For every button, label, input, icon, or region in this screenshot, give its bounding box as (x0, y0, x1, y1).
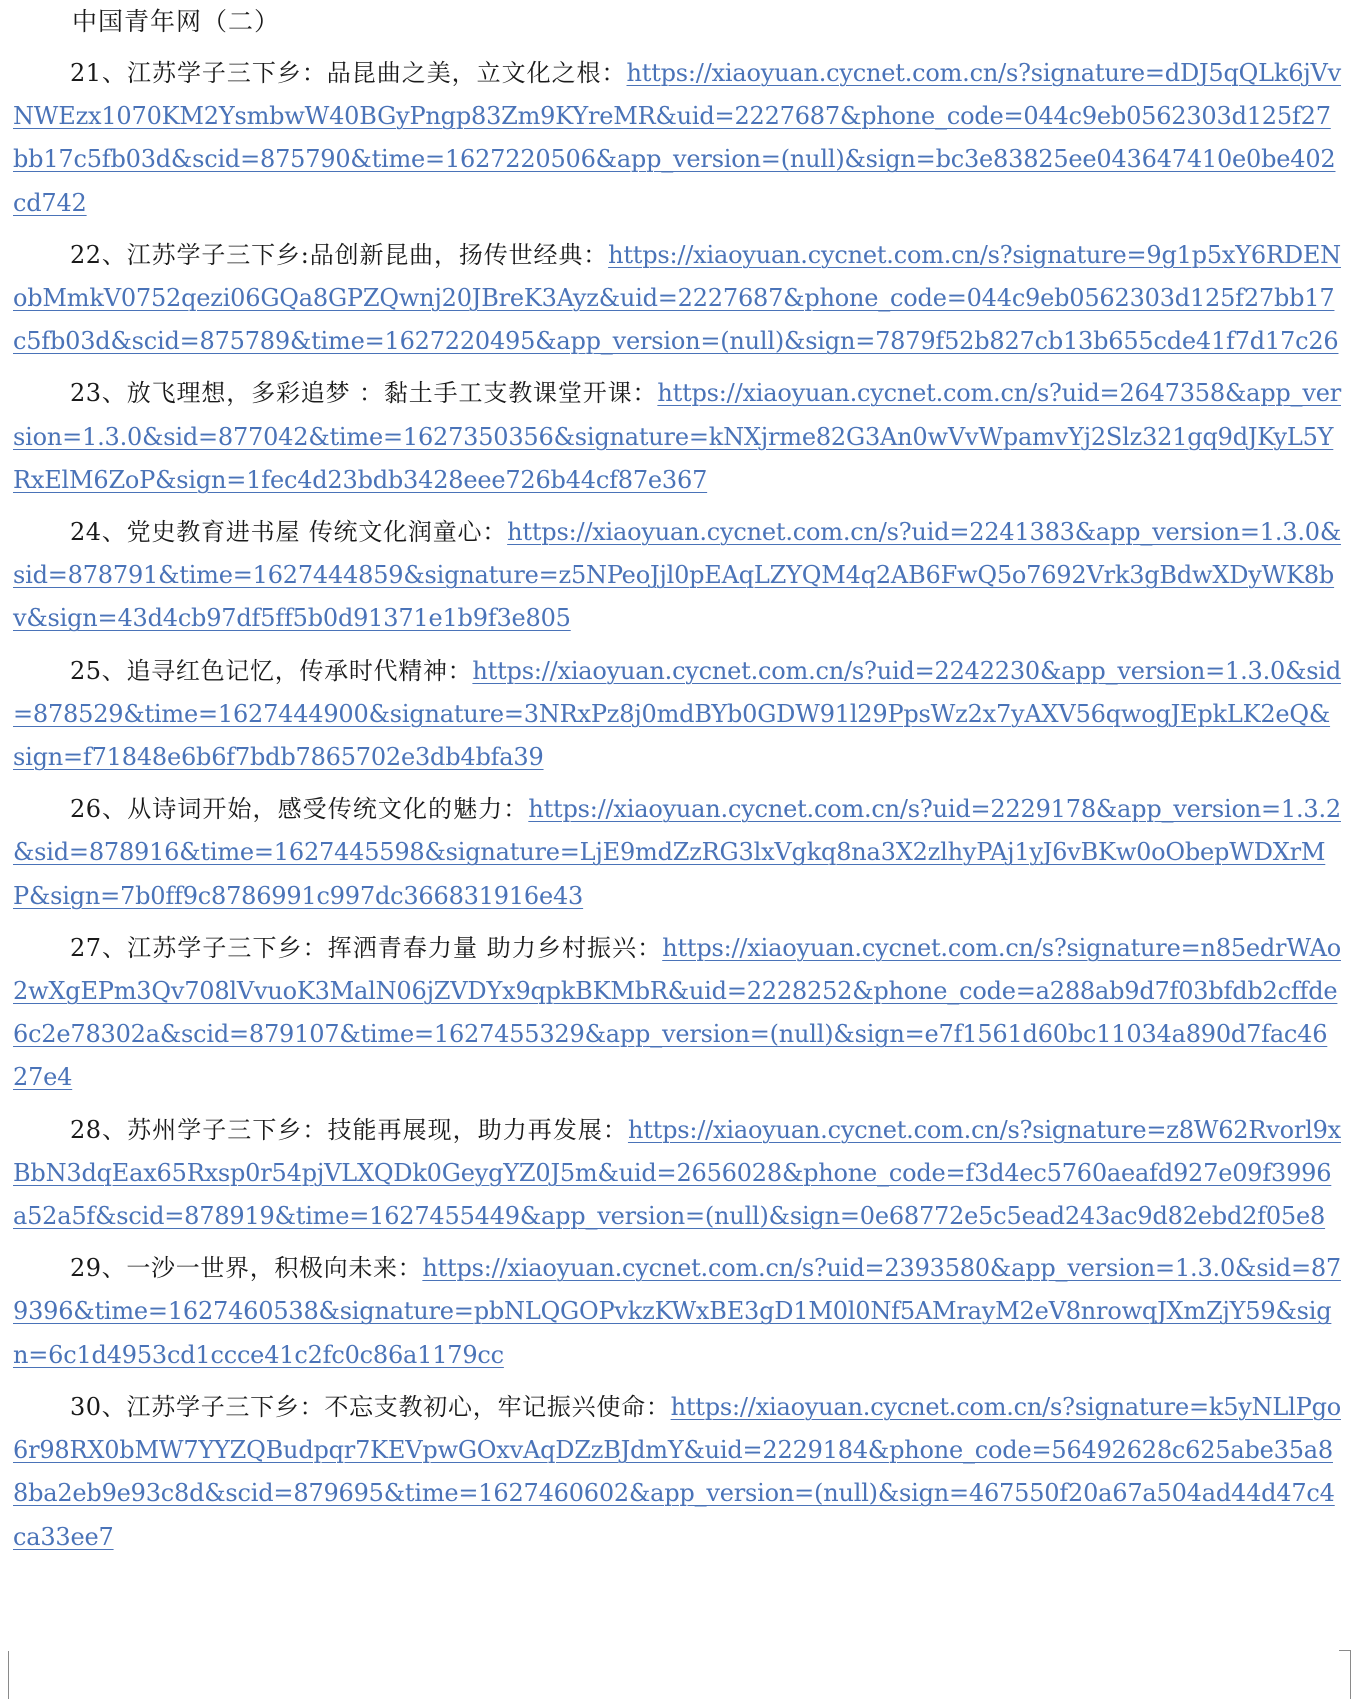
entry-link[interactable]: https://xiaoyuan.cycnet.com.cn/s?uid=2393580&app_version=1.3.0&sid=879396&time=1627460538&signature=pbNLQGOPvkzKWxBE3gD1M0l0Nf5AMrayM2eV8nrowqJXmZjY59&sign=6c1d4953cd1ccce41c2fc0c86a1179cc (13, 1254, 1341, 1369)
entry-list (13, 52, 1341, 1568)
entry-title: 江苏学子三下乡：不忘支教初心，牢记振兴使命： (126, 1392, 671, 1421)
page-corner-mark-right-top (1339, 1650, 1351, 1651)
list-item (13, 1386, 1341, 1559)
entry-title: 苏州学子三下乡：技能再展现，助力再发展： (127, 1115, 628, 1144)
entry-title: 从诗词开始，感受传统文化的魅力： (127, 795, 529, 824)
entry-link[interactable]: https://xiaoyuan.cycnet.com.cn/s?signature=k5yNLlPgo6r98RX0bMW7YYZQBudpqr7KEVpwGOxvAqDZzBJdmY&uid=2229184&phone_code=56492628c625abe35a88ba2eb9e93c8d&scid=879695&time=1627460602&app_version=(null)&sign=467550f20a67a504ad44d47c4ca33ee7 (13, 1392, 1341, 1551)
entry-number: 24、 (70, 518, 127, 547)
entry-link[interactable]: https://xiaoyuan.cycnet.com.cn/s?uid=2241383&app_version=1.3.0&sid=878791&time=1627444859&signature=z5NPeoJjl0pEAqLZYQM4q2AB6FwQ5o7692Vrk3gBdwXDyWK8bv&sign=43d4cb97df5ff5b0d91371e1b9f3e805 (13, 518, 1341, 633)
list-item (13, 927, 1341, 1100)
entry-title: 放飞理想，多彩追梦 ：黏土手工支教课堂开课： (126, 379, 658, 408)
entry-number: 28、 (70, 1115, 128, 1144)
entry-title: 江苏学子三下乡：品昆曲之美，立文化之根： (127, 59, 627, 87)
list-item (13, 650, 1341, 780)
list-item (13, 511, 1341, 641)
entry-number: 25、 (70, 656, 127, 685)
entry-link[interactable]: https://xiaoyuan.cycnet.com.cn/s?signature=n85edrWAo2wXgEPm3Qv708lVvuoK3MalN06jZVDYx9qpkBKMbR&uid=2228252&phone_code=a288ab9d7f03bfdb2cffde6c2e78302a&scid=879107&time=1627455329&app_version=(null)&sign=e7f1561d60bc11034a890d7fac4627e4 (13, 933, 1341, 1092)
entry-link[interactable]: https://xiaoyuan.cycnet.com.cn/s?uid=2229178&app_version=1.3.2&sid=878916&time=1627445598&signature=LjE9mdZzRG3lxVgkq8na3X2zlhyPAj1yJ6vBKw0oObepWDXrMP&sign=7b0ff9c8786991c997dc366831916e43 (13, 795, 1341, 910)
entry-title: 党史教育进书屋 传统文化润童心： (126, 518, 508, 547)
page-corner-mark-left (8, 1651, 19, 1699)
entry-title: 江苏学子三下乡:品创新昆曲，扬传世经典： (126, 240, 609, 269)
entry-number: 27、 (70, 933, 128, 962)
entry-title: 追寻红色记忆，传承时代精神： (126, 656, 473, 685)
list-item (13, 1109, 1341, 1239)
entry-number: 30、 (70, 1392, 127, 1421)
entry-number: 29、 (70, 1254, 127, 1283)
entry-number: 21、 (70, 59, 127, 87)
entry-link[interactable]: https://xiaoyuan.cycnet.com.cn/s?uid=2647358&app_version=1.3.0&sid=877042&time=1627350356&signature=kNXjrme82G3An0wVvWpamvYj2Slz321gq9dJKyL5YRxElM6ZoP&sign=1fec4d23bdb3428eee726b44cf87e367 (13, 379, 1341, 494)
document-title: 中国青年网（二） (72, 7, 281, 36)
entry-title: 一沙一世界，积极向未来： (126, 1254, 423, 1283)
list-item (13, 234, 1341, 364)
entry-link[interactable]: https://xiaoyuan.cycnet.com.cn/s?signature=9g1p5xY6RDENobMmkV0752qezi06GQa8GPZQwnj20JBreK3Ayz&uid=2227687&phone_code=044c9eb0562303d125f27bb17c5fb03d&scid=875789&time=1627220495&app_version=(null)&sign=7879f52b827cb13b655cde41f7d17c26 (13, 240, 1341, 356)
page-corner-mark-right (1340, 1651, 1351, 1699)
list-item (13, 788, 1341, 918)
entry-number: 22、 (70, 240, 127, 269)
entry-link[interactable]: https://xiaoyuan.cycnet.com.cn/s?signature=z8W62Rvorl9xBbN3dqEax65Rxsp0r54pjVLXQDk0GeygYZ0J5m&uid=2656028&phone_code=f3d4ec5760aeafd927e09f3996a52a5f&scid=878919&time=1627455449&app_version=(null)&sign=0e68772e5c5ead243ac9d82ebd2f05e8 (13, 1115, 1341, 1231)
entry-link[interactable]: https://xiaoyuan.cycnet.com.cn/s?uid=2242230&app_version=1.3.0&sid=878529&time=1627444900&signature=3NRxPz8j0mdBYb0GDW91l29PpsWz2x7yAXV56qwogJEpkLK2eQ&sign=f71848e6b6f7bdb7865702e3db4bfa39 (13, 656, 1342, 772)
entry-title: 江苏学子三下乡：挥洒青春力量 助力乡村振兴： (127, 933, 663, 962)
entry-number: 26、 (70, 795, 128, 824)
list-item (13, 52, 1341, 225)
list-item (13, 1247, 1341, 1377)
entry-link[interactable]: https://xiaoyuan.cycnet.com.cn/s?signature=dDJ5qQLk6jVvNWEzx1070KM2YsmbwW40BGyPngp83Zm9KYreMR&uid=2227687&phone_code=044c9eb0562303d125f27bb17c5fb03d&scid=875790&time=1627220506&app_version=(null)&sign=bc3e83825ee043647410e0be402cd742 (13, 59, 1342, 217)
entry-number: 23、 (70, 379, 127, 408)
list-item (13, 372, 1341, 502)
